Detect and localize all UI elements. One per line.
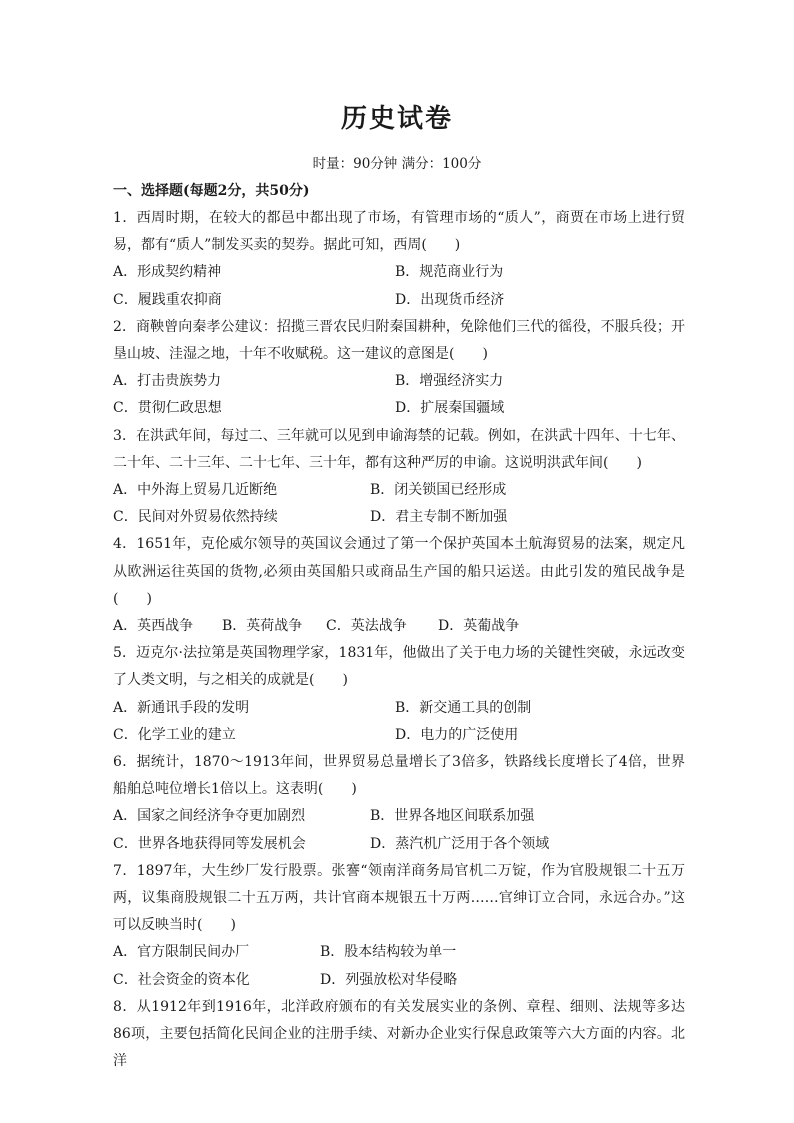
option-row: [113, 613, 685, 640]
option-a: A．形成契约精神: [113, 264, 222, 281]
option-row: [113, 477, 685, 504]
question-stem: 4．1651年，克伦威尔领导的英国议会通过了第一个保护英国本土航海贸易的法案，规定凡从欧洲运往英国的货物,必须由英国船只或商品生产国的船只运送。由此引发的殖民战争是( ): [113, 536, 685, 607]
option-b: B．规范商业行为: [395, 264, 504, 281]
option-row: [113, 395, 685, 422]
question-7: [113, 858, 685, 994]
option-a: A．中外海上贸易几近断绝: [113, 482, 278, 499]
option-row: [113, 287, 685, 314]
option-row: [113, 803, 685, 830]
option-row: [113, 722, 685, 749]
option-b: B．新交通工具的创制: [395, 699, 532, 716]
option-d: D．列强放松对华侵略: [320, 971, 458, 988]
question-1: [113, 205, 685, 314]
option-d: D．扩展秦国疆域: [395, 400, 505, 417]
question-8: [113, 994, 685, 1076]
option-a: A．官方限制民间办厂: [113, 944, 250, 961]
option-c: C．化学工业的建立: [113, 726, 236, 743]
question-3: [113, 423, 685, 532]
question-stem: 5．迈克尔·法拉第是英国物理学家，1831年，他做出了关于电力场的关键性突破，永远改变了人类文明，与之相关的成就是( ): [113, 645, 685, 689]
page-title: 历史试卷: [340, 104, 453, 134]
question-4: [113, 531, 685, 640]
question-stem: 3．在洪武年间，每过二、三年就可以见到申谕海禁的记载。例如，在洪武十四年、十七年、二十年、二十三年、二十七年、三十年，都有这种严厉的申谕。这说明洪武年间( ): [113, 427, 685, 471]
question-2: [113, 314, 685, 423]
option-row: [113, 939, 685, 966]
option-d: D．英葡战争: [438, 618, 520, 635]
option-b: B．股本结构较为单一: [320, 944, 457, 961]
option-c: C．英法战争: [326, 618, 407, 635]
option-c: C．履践重农抑商: [113, 291, 222, 308]
question-list: [113, 205, 685, 1076]
option-b: B．闭关锁国已经形成: [370, 482, 507, 499]
option-row: [113, 368, 685, 395]
option-d: D．蒸汽机广泛用于各个领域: [370, 835, 550, 852]
option-a: A．新通讯手段的发明: [113, 699, 250, 716]
option-c: C．社会资金的资本化: [113, 971, 250, 988]
section-heading: 一、选择题(每题2分，共50分): [113, 183, 310, 199]
option-b: B．英荷战争: [222, 618, 303, 635]
question-6: [113, 749, 685, 858]
option-row: [113, 504, 685, 531]
option-row: [113, 967, 685, 994]
option-c: C．民间对外贸易依然持续: [113, 509, 278, 526]
question-stem: 8．从1912年到1916年，北洋政府颁布的有关发展实业的条例、章程、细则、法规等多达86项，主要包括简化民间企业的注册手续、对新办企业实行保息政策等六大方面的内容。北洋: [113, 998, 685, 1070]
question-stem: 6．据统计，1870～1913年间，世界贸易总量增长了3倍多，铁路线长度增长了4倍，世界船舶总吨位增长1倍以上。这表明( ): [113, 754, 685, 798]
question-5: [113, 640, 685, 749]
exam-info: 时量：90分钟 满分：100分: [312, 156, 482, 172]
option-d: D．君主专制不断加强: [370, 509, 508, 526]
option-d: D．电力的广泛使用: [395, 726, 519, 743]
question-stem: 7．1897年，大生纱厂发行股票。张謇“领南洋商务局官机二万锭，作为官股规银二十五万两，议集商股规银二十五万两，共计官商本规银五十万两……官绅订立合同，永远合办。”这可以反映当时( ): [113, 862, 685, 934]
option-a: A．国家之间经济争夺更加剧烈: [113, 808, 306, 825]
question-stem: 1．西周时期，在较大的都邑中都出现了市场，有管理市场的“质人”，商贾在市场上进行贸易，都有“质人”制发买卖的契券。据此可知，西周( ): [113, 210, 685, 254]
question-stem: 2．商鞅曾向秦孝公建议：招揽三晋农民归附秦国耕种，免除他们三代的徭役，不服兵役；开垦山坡、洼湿之地，十年不收赋税。这一建议的意图是( ): [113, 318, 685, 363]
option-row: [113, 831, 685, 858]
option-d: D．出现货币经济: [395, 291, 505, 308]
option-a: A．打击贵族势力: [113, 373, 222, 390]
option-c: C．世界各地获得同等发展机会: [113, 835, 306, 852]
option-a: A．英西战争: [113, 618, 194, 635]
option-row: [113, 259, 685, 286]
option-b: B．增强经济实力: [395, 373, 504, 390]
option-c: C．贯彻仁政思想: [113, 400, 222, 417]
option-b: B．世界各地区间联系加强: [370, 808, 535, 825]
option-row: [113, 695, 685, 722]
